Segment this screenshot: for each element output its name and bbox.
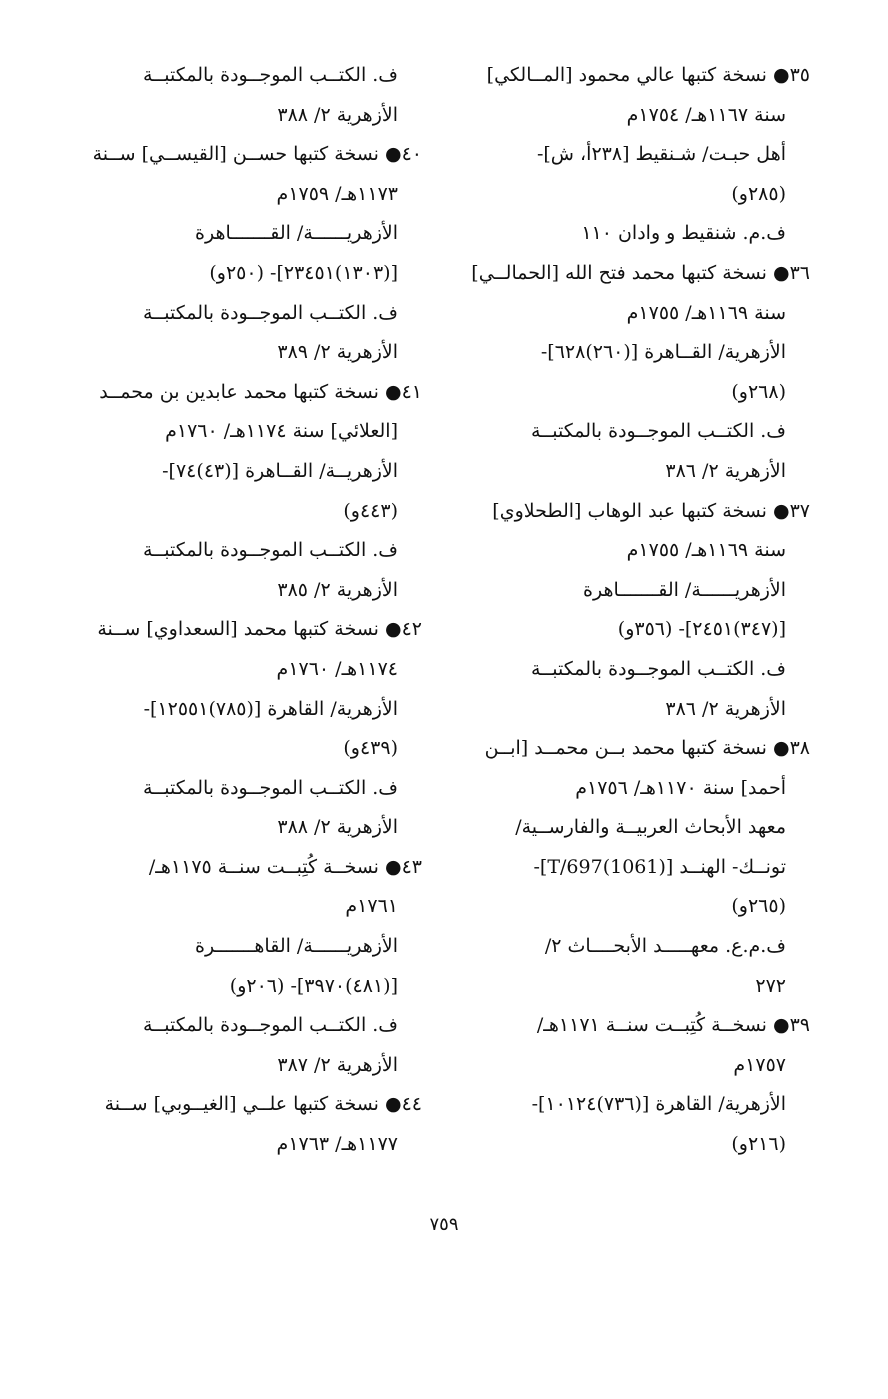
entry-line: الأزهرية ٢/ ٣٨٦ bbox=[665, 697, 786, 720]
entry-line: ٣٥● نسخة كتبها عالي محمود [المــالكي] bbox=[486, 64, 810, 86]
entry-line: (٤٤٣و) bbox=[343, 499, 398, 522]
entry-line: الأزهرية/ القــاهرة [(٢٦٠)٦٢٨]- bbox=[540, 341, 786, 364]
entry-line: ف. الكتــب الموجــودة بالمكتبــة bbox=[530, 657, 786, 680]
entry-35 bbox=[458, 56, 810, 254]
entry-43 bbox=[72, 848, 422, 1086]
entry-line: ف. الكتــب الموجــودة بالمكتبــة bbox=[142, 301, 398, 324]
entry-line: ف. الكتــب الموجــودة بالمكتبــة bbox=[142, 776, 398, 799]
entry-39 bbox=[458, 1006, 810, 1164]
entry-line: ١١٧٧هـ/ ١٧٦٣م bbox=[276, 1133, 398, 1156]
entry-line: الأزهرية ٢/ ٣٨٧ bbox=[277, 1053, 398, 1076]
entry-line: سنة ١١٦٩هـ/ ١٧٥٥م bbox=[626, 539, 786, 562]
entry-line: ف.م. شنقيط و وادان ١١٠ bbox=[581, 222, 786, 245]
entry-line: سنة ١١٦٩هـ/ ١٧٥٥م bbox=[626, 301, 786, 324]
entry-line: ١١٧٣هـ/ ١٧٥٩م bbox=[276, 182, 398, 205]
entry-line: ٤٠● نسخة كتبها حســن [القيســي] ســنة bbox=[92, 143, 422, 166]
entry-line: ف. الكتــب الموجــودة بالمكتبــة bbox=[142, 539, 398, 562]
entry-line: الأزهرية/ القاهرة [(٧٨٥)١٢٥٥١]- bbox=[143, 697, 398, 720]
entry-line: معهد الأبحاث العربيــة والفارســية/ bbox=[515, 816, 786, 839]
entry-37 bbox=[458, 492, 810, 730]
entry-42 bbox=[72, 610, 422, 848]
entry-41 bbox=[72, 373, 422, 611]
entry-line: [(٣٤٧)٢٤٥١]- (٣٥٦و) bbox=[617, 618, 786, 641]
entry-line: (٢٦٨و) bbox=[731, 380, 786, 403]
entry-line: (٢٨٥و) bbox=[731, 182, 786, 205]
entry-line: [العلائي] سنة ١١٧٤هـ/ ١٧٦٠م bbox=[165, 420, 398, 443]
entry-line: الأزهرية/ القاهرة [(٧٣٦)١٠١٢٤]- bbox=[531, 1093, 786, 1116]
entry-line: الأزهرية ٢/ ٣٨٨ bbox=[277, 816, 398, 839]
entry-40 bbox=[72, 135, 422, 373]
entry-line: الأزهريــــــة/ القاهـــــــرة bbox=[195, 935, 398, 958]
entry-line: (٤٣٩و) bbox=[343, 737, 398, 760]
entry-line: ٤٤● نسخة كتبها علــي [الغيــوبي] ســنة bbox=[104, 1093, 422, 1116]
entry-line: الأزهريــــــة/ القـــــــاهرة bbox=[583, 578, 786, 601]
entry-line: ٣٦● نسخة كتبها محمد فتح الله [الحمالــي] bbox=[471, 261, 810, 284]
entry-line: تونــك- الهنــد [(1061)T/697]- bbox=[533, 855, 786, 878]
entry-line: (٢١٦و) bbox=[731, 1133, 786, 1156]
entry-line: ١٧٦١م bbox=[345, 895, 398, 918]
entry-36 bbox=[458, 254, 810, 492]
entry-line: الأزهرية ٢/ ٣٨٩ bbox=[277, 341, 398, 364]
entry-line: الأزهرية ٢/ ٣٨٥ bbox=[277, 578, 398, 601]
entry-line: الأزهرية ٢/ ٣٨٦ bbox=[665, 459, 786, 482]
entry-line: ف. الكتــب الموجــودة بالمكتبــة bbox=[530, 420, 786, 443]
entry-line: ف. الكتــب الموجــودة بالمكتبــة bbox=[142, 1014, 398, 1037]
entry-line: ٤٣● نسخــة كُتِبــت سنــة ١١٧٥هـ/ bbox=[148, 855, 422, 878]
entry-38 bbox=[458, 729, 810, 1006]
entry-line: ٤٢● نسخة كتبها محمد [السعداوي] ســنة bbox=[97, 618, 422, 641]
page-number: ٧٥٩ bbox=[429, 1214, 459, 1235]
entry-line: (٢٦٥و) bbox=[731, 895, 786, 918]
entry-line: ف.م.ع. معهـــــد الأبحــــاث ٢/ bbox=[544, 935, 786, 958]
entry-line: ١١٧٤هـ/ ١٧٦٠م bbox=[276, 657, 398, 680]
entry-line: ٣٨● نسخة كتبها محمد بــن محمــد [ابــن bbox=[484, 737, 810, 760]
entry-line: الأزهرية ٢/ ٣٨٨ bbox=[277, 103, 398, 126]
entry-line: ف. الكتــب الموجــودة بالمكتبــة bbox=[142, 64, 398, 86]
entry-line: الأزهريــة/ القــاهرة [(٤٣)٧٤]- bbox=[162, 459, 398, 482]
entry-line: [(٤٨١)٣٩٧٠]- (٢٠٦و) bbox=[229, 974, 398, 997]
entry-line: ٤١● نسخة كتبها محمد عابدين بن محمــد bbox=[99, 380, 422, 403]
entry-line: [(١٣٠٣)٢٣٤٥١]- (٢٥٠و) bbox=[209, 261, 398, 284]
entry-line: ٣٩● نسخــة كُتِبــت سنــة ١١٧١هـ/ bbox=[536, 1014, 810, 1037]
left-column bbox=[72, 56, 422, 1165]
entry-line: سنة ١١٦٧هـ/ ١٧٥٤م bbox=[626, 103, 786, 126]
entry-line: ١٧٥٧م bbox=[733, 1053, 786, 1076]
entry-line: الأزهريــــــة/ القـــــــاهرة bbox=[195, 222, 398, 245]
entry-line: أهل حبـت/ شـنقيط [٢٣٨أ، ش]- bbox=[536, 143, 786, 166]
entry-line: ٣٧● نسخة كتبها عبد الوهاب [الطحلاوي] bbox=[492, 499, 810, 522]
right-column bbox=[458, 56, 810, 1165]
entry-line: أحمد] سنة ١١٧٠هـ/ ١٧٥٦م bbox=[575, 776, 786, 799]
entry-39-continued bbox=[72, 56, 422, 135]
entry-line: ٢٧٢ bbox=[755, 974, 786, 997]
entry-44 bbox=[72, 1085, 422, 1164]
